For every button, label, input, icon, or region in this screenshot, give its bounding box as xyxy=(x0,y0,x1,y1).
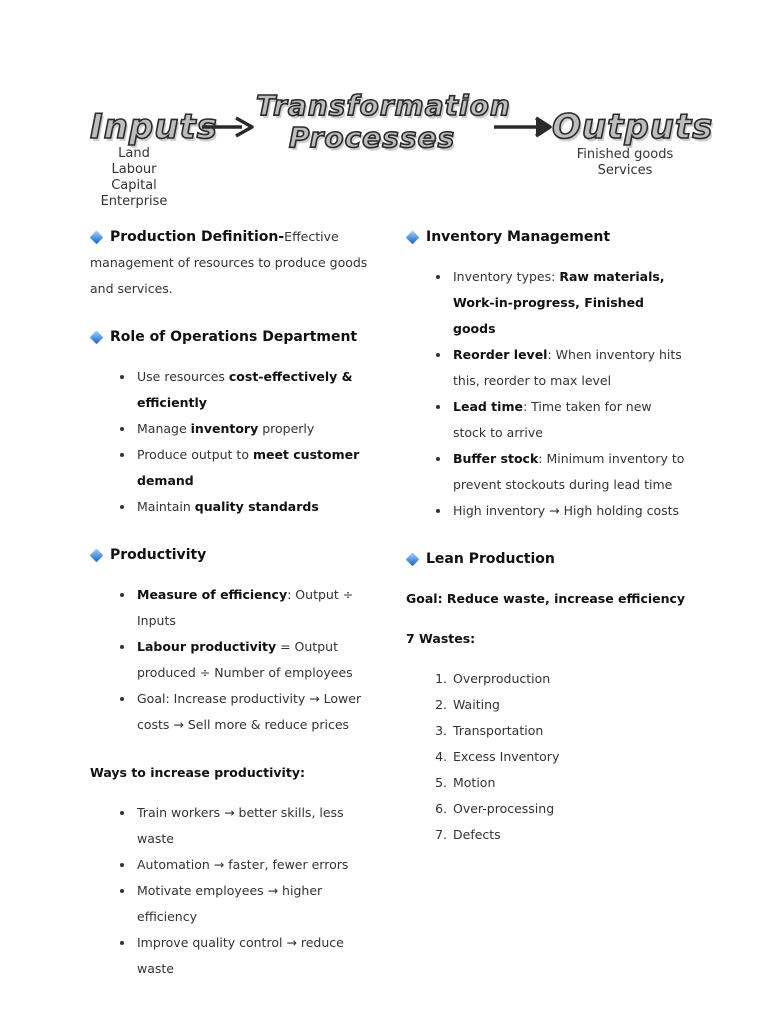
definition-text: management of resources to produce goods and services. xyxy=(90,255,368,296)
productivity-section xyxy=(90,542,372,982)
right-arrow-icon xyxy=(492,115,554,139)
productivity-list xyxy=(90,582,372,738)
list-item: • Motivate employees → higher efficiency xyxy=(135,878,372,930)
ways-list xyxy=(90,800,372,982)
operations-title: Role of Operations Department xyxy=(110,329,358,345)
productivity-title: Productivity xyxy=(110,547,207,563)
lean-section xyxy=(406,546,688,848)
right-arrow-icon xyxy=(200,115,256,139)
list-item: 4. Excess Inventory xyxy=(451,744,688,770)
wastes-heading: 7 Wastes: xyxy=(406,631,476,646)
list-item: • Maintain quality standards xyxy=(135,494,372,520)
diamond-bullet-icon xyxy=(406,231,419,244)
ways-heading: Ways to increase productivity: xyxy=(90,765,305,780)
definition-section xyxy=(90,224,372,302)
list-item: 6. Over-processing xyxy=(451,796,688,822)
list-item: • Measure of efficiency: Output ÷ Inputs xyxy=(135,582,372,634)
diamond-bullet-icon xyxy=(90,331,103,344)
transformation-line: Processes xyxy=(288,121,456,154)
wastes-list xyxy=(406,666,688,848)
transformation-title xyxy=(256,89,511,154)
list-item: • High inventory → High holding costs xyxy=(451,498,688,524)
list-item: • Reorder level: When inventory hits this, reorder to max level xyxy=(451,342,688,394)
list-item: • Manage inventory properly xyxy=(135,416,372,442)
definition-inline-text: Effective xyxy=(284,229,339,244)
outputs-title: Outputs xyxy=(552,107,714,147)
diamond-bullet-icon xyxy=(90,549,103,562)
inputs-item: Land xyxy=(118,146,150,161)
definition-title: Production Definition- xyxy=(110,229,285,245)
inputs-item: Capital xyxy=(111,178,157,193)
list-item: 2. Waiting xyxy=(451,692,688,718)
list-item: • Inventory types: Raw materials, Work-in-progress, Finished goods xyxy=(451,264,688,342)
list-item: • Buffer stock: Minimum inventory to prevent stockouts during lead time xyxy=(451,446,688,498)
operations-list xyxy=(90,364,372,520)
inputs-item: Enterprise xyxy=(100,194,168,209)
diamond-bullet-icon xyxy=(406,553,419,566)
definition-heading xyxy=(90,224,372,250)
transformation-line: Transformation xyxy=(256,89,511,122)
inventory-heading xyxy=(406,224,688,250)
operations-heading xyxy=(90,324,372,350)
inventory-section xyxy=(406,224,688,524)
right-column xyxy=(406,224,688,848)
list-item: • Produce output to meet customer demand xyxy=(135,442,372,494)
list-item: 3. Transportation xyxy=(451,718,688,744)
inputs-list xyxy=(88,146,180,210)
inventory-title: Inventory Management xyxy=(426,229,611,245)
list-item: • Improve quality control → reduce waste xyxy=(135,930,372,982)
inputs-item: Labour xyxy=(111,162,157,177)
list-item: 1. Overproduction xyxy=(451,666,688,692)
inventory-list xyxy=(406,264,688,524)
lean-goal: Goal: Reduce waste, increase efficiency xyxy=(406,591,686,606)
operations-section xyxy=(90,324,372,520)
list-item: 7. Defects xyxy=(451,822,688,848)
list-item: 5. Motion xyxy=(451,770,688,796)
outputs-item: Services xyxy=(597,163,653,178)
outputs-list xyxy=(566,147,684,179)
input-output-diagram xyxy=(0,0,768,215)
list-item: • Automation → faster, fewer errors xyxy=(135,852,372,878)
left-column xyxy=(90,224,372,982)
diamond-bullet-icon xyxy=(90,231,103,244)
outputs-item: Finished goods xyxy=(576,147,674,162)
lean-title: Lean Production xyxy=(426,551,555,567)
lean-heading xyxy=(406,546,688,572)
inputs-title: Inputs xyxy=(90,107,218,147)
list-item: • Lead time: Time taken for new stock to arrive xyxy=(451,394,688,446)
list-item: • Train workers → better skills, less waste xyxy=(135,800,372,852)
list-item: • Goal: Increase productivity → Lower costs → Sell more & reduce prices xyxy=(135,686,372,738)
list-item: • Labour productivity = Output produced ÷ Number of employees xyxy=(135,634,372,686)
productivity-heading xyxy=(90,542,372,568)
list-item: • Use resources cost-effectively & efficiently xyxy=(135,364,372,416)
